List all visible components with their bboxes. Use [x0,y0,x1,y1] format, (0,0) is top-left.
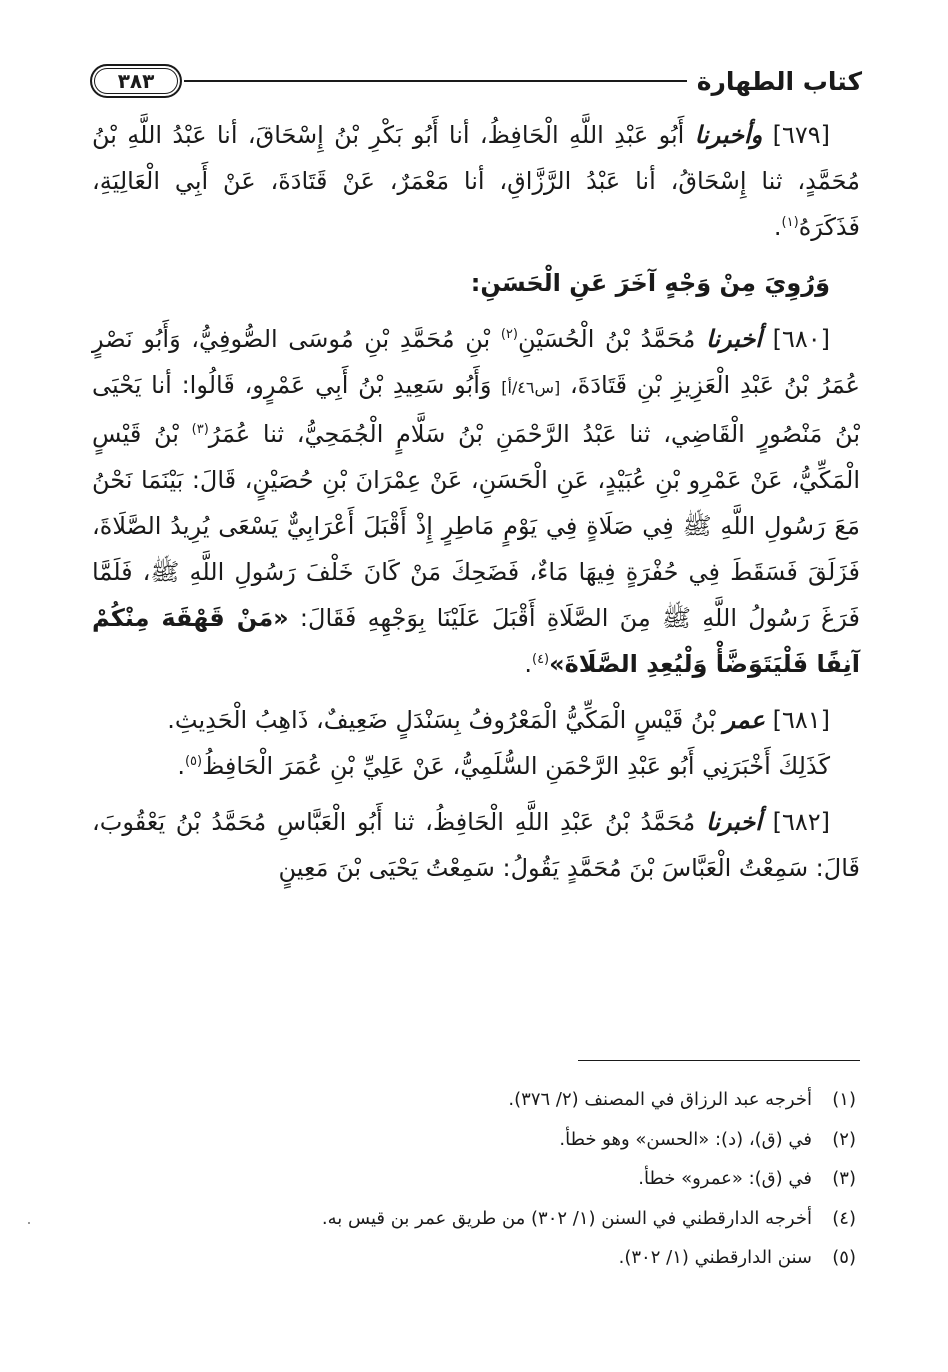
punctuation: . [524,650,532,678]
hadith-text: كَذَلِكَ أَخْبَرَنِي أَبُو عَبْدِ الرَّحْمَنِ السُّلَمِيُّ، عَنْ عَلِيِّ بْنِ عُمَرَ الْحَافِظُ [202,752,830,780]
hadith-number: [٦٨١] [772,706,830,734]
footnote-item [150,1159,856,1199]
footnote-ref: (١) [781,215,799,230]
page-number: ٣٨٣ [90,64,182,98]
footnote-text: أخرجه عبد الرزاق في المصنف (٢/ ٣٧٦). [508,1089,812,1110]
footnote-item [150,1199,856,1239]
punctuation: . [773,213,782,241]
footnote-number: (٢) [832,1128,856,1150]
section-heading: وَرُوِيَ مِنْ وَجْهٍ آخَرَ عَنِ الْحَسَنِ: [470,269,830,297]
footnote-ref: (٣) [191,422,209,437]
hadith-text: مُحَمَّدُ بْنُ عَبْدِ اللَّهِ الْحَافِظُ، ثنا أَبُو الْعَبَّاسِ مُحَمَّدُ بْنُ يَعْقُوبَ، قَالَ: سَمِعْتُ الْعَبَّاسَ بْنَ مُحَمَّدٍ يَقُولُ: سَمِعْتُ يَحْيَى بْنَ مَعِينٍ [92,808,860,882]
running-header [90,58,862,104]
footnote-text: أخرجه الدارقطني في السنن (١/ ٣٠٢) من طريق عمر بن قيس به. [321,1207,812,1229]
prophetic-quote: «مَنْ قَهْقَهَ مِنْكُمْ آنِفًا فَلْيَتَوَضَّأْ وَلْيُعِدِ الصَّلَاةَ» [92,604,860,678]
hadith-text: وَأَبُو سَعِيدِ بْنُ أَبِي عَمْرٍو، قَالُوا: أنا يَحْيَى بْنُ مَنْصُورٍ الْقَاضِي، ثنا عَبْدُ الرَّحْمَنِ بْنُ سَلَّامٍ الْجُمَحِيُّ، ثنا عُمَرُ [92,371,861,448]
main-text [92,112,860,891]
hadith-keyword: عمر [723,706,765,734]
hadith-682 [92,799,860,891]
hadith-text: مُحَمَّدُ بْنُ الْحُسَيْنِ [517,325,696,353]
hadith-text: بْنُ قَيْسٍ الْمَكِّيُّ الْمَعْرُوفُ بِسَنْدَلٍ ضَعِيفٌ، ذَاهِبُ الْحَدِيثِ. [167,706,716,734]
footnote-ref: (٢) [500,327,518,342]
footnote-text: سنن الدارقطني (١/ ٣٠٢). [618,1247,812,1268]
hadith-text: بْنُ قَيْسٍ الْمَكِّيُّ، عَنْ عَمْرِو بْنِ عُبَيْدٍ، عَنِ الْحَسَنِ، عَنْ عِمْرَانَ بْنِ حُصَيْنٍ، قَالَ: بَيْنَمَا نَحْنُ مَعَ رَسُولِ اللَّهِ ﷺ فِي صَلَاةٍ فِي يَوْمٍ مَاطِرٍ إِذْ أَقْبَلَ أَعْرَابِيٌّ يَسْعَى يُرِيدُ الصَّلَاةَ، فَزَلَقَ فَسَقَطَ فِي حُفْرَةٍ فِيهَا مَاءٌ، فَضَحِكَ مَنْ كَانَ خَلْفَ رَسُولِ اللَّهِ ﷺ، فَلَمَّا فَرَغَ رَسُولُ اللَّهِ ﷺ مِنَ الصَّلَاةِ أَقْبَلَ عَلَيْنَا بِوَجْهِهِ فَقَالَ: [92,420,860,632]
footnote-ref: (٤) [531,652,550,667]
footnote-text: في (ق): «عمرو» خطأ. [638,1168,812,1189]
footnote-item [150,1120,856,1160]
footnote-separator [578,1060,860,1061]
footnote-number: (٥) [832,1247,856,1268]
hadith-681 [92,697,860,743]
chapter-title: كتاب الطهارة [696,66,862,96]
header-rule [184,80,687,82]
footnote-item [150,1080,856,1120]
hadith-text: أَبُو عَبْدِ اللَّهِ الْحَافِظُ، أنا أَبُو بَكْرِ بْنُ إِسْحَاقَ، أنا عَبْدُ اللَّهِ بْنُ مُحَمَّدٍ، ثنا إِسْحَاقُ، أنا عَبْدُ الرَّزَّاقِ، أنا مَعْمَرٌ، عَنْ قَتَادَةَ، عَنْ أَبِي الْعَالِيَةِ، فَذَكَرَهُ [92,121,860,241]
hadith-keyword: أخبرنا [705,325,762,353]
footnote-item [150,1238,856,1278]
narration-note [92,743,860,789]
folio-marker: [س٤٦/أ] [501,378,561,397]
hadith-number: [٦٨٢] [772,808,830,836]
hadith-keyword: وأخبرنا [694,121,763,149]
punctuation: . [177,752,185,780]
scan-speck [28,1222,30,1224]
footnote-ref: (٥) [184,754,203,769]
hadith-number: [٦٧٩] [772,121,830,149]
hadith-680 [92,316,860,687]
footnote-number: (٤) [832,1207,856,1229]
hadith-number: [٦٨٠] [772,325,830,353]
footnotes [150,1080,856,1278]
footnote-text: في (ق)، (د): «الحسن» وهو خطأ. [559,1128,812,1150]
footnote-number: (٣) [832,1168,856,1189]
hadith-keyword: أخبرنا [705,808,762,836]
hadith-679 [92,112,860,250]
hadith-text: بْنِ مُحَمَّدِ بْنِ مُوسَى الصُّوفِيُّ، وَأَبُو نَصْرٍ عُمَرُ بْنُ عَبْدِ الْعَزِيزِ بْنِ قَتَادَةَ، [92,325,860,399]
footnote-number: (١) [832,1089,856,1110]
